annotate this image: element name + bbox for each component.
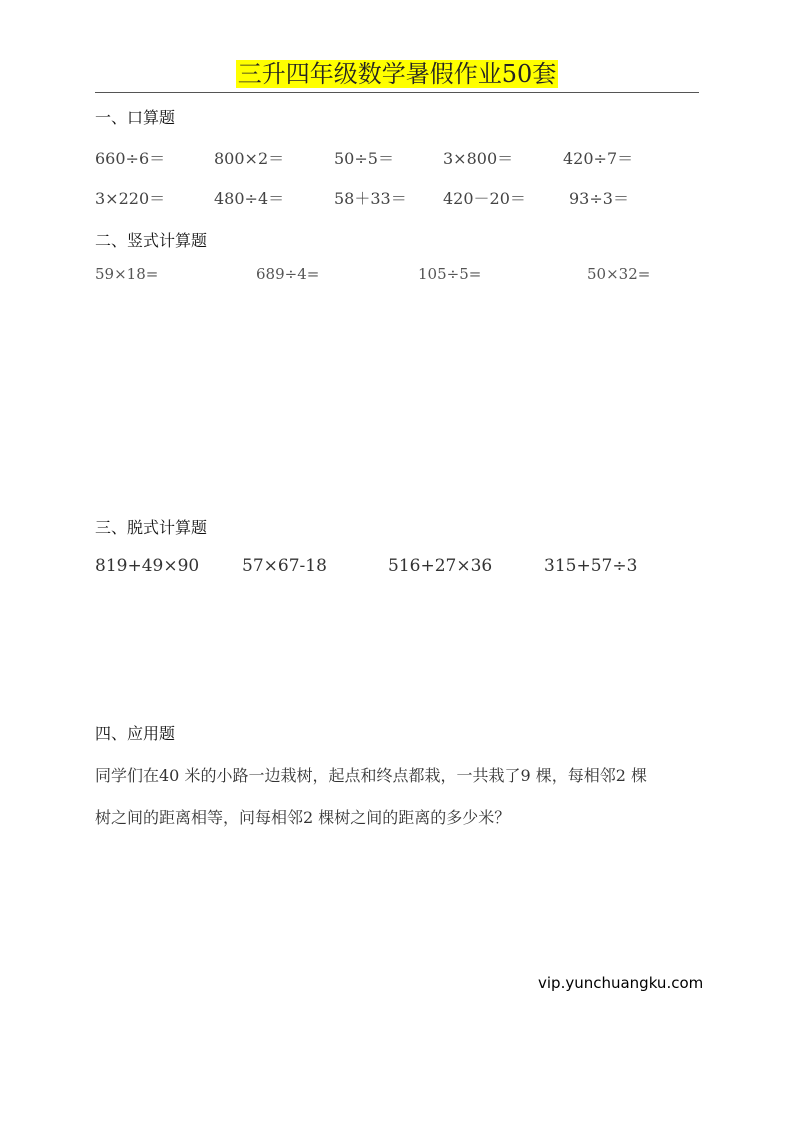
- oral-item: 800×2＝: [214, 149, 285, 168]
- oral-item: 420－20＝: [443, 189, 526, 208]
- oral-item: 480÷4＝: [214, 189, 285, 208]
- oral-item: 420÷7＝: [563, 149, 634, 168]
- stepwise-item: 516+27×36: [388, 556, 493, 576]
- stepwise-item: 315+57÷3: [544, 556, 638, 576]
- footer-url: vip.yunchuangku.com: [538, 974, 704, 992]
- stepwise-item: 57×67-18: [242, 556, 327, 576]
- oral-item: 93÷3＝: [569, 189, 629, 208]
- vertical-item: 50×32=: [587, 265, 651, 283]
- stepwise-item: 819+49×90: [95, 556, 200, 576]
- section-heading-word-problem: 四、应用题: [95, 724, 176, 743]
- section-heading-vertical: 二、竖式计算题: [95, 231, 208, 250]
- section-heading-stepwise: 三、脱式计算题: [95, 518, 208, 537]
- page-title-text: 三升四年级数学暑假作业50套: [237, 60, 557, 88]
- vertical-item: 105÷5=: [418, 265, 482, 283]
- vertical-item: 689÷4=: [256, 265, 320, 283]
- vertical-item: 59×18=: [95, 265, 159, 283]
- oral-item: 50÷5＝: [334, 149, 394, 168]
- page-title: [0, 58, 794, 90]
- word-problem-line: 同学们在40 米的小路一边栽树，起点和终点都栽，一共栽了9 棵，每相邻2 棵: [95, 766, 647, 785]
- oral-item: 58＋33＝: [334, 189, 407, 208]
- oral-item: 660÷6＝: [95, 149, 166, 168]
- section-heading-oral: 一、口算题: [95, 108, 176, 127]
- oral-item: 3×220＝: [95, 189, 166, 208]
- word-problem-line: 树之间的距离相等，问每相邻2 棵树之间的距离的多少米？: [95, 808, 511, 827]
- title-divider: [95, 92, 699, 93]
- oral-item: 3×800＝: [443, 149, 514, 168]
